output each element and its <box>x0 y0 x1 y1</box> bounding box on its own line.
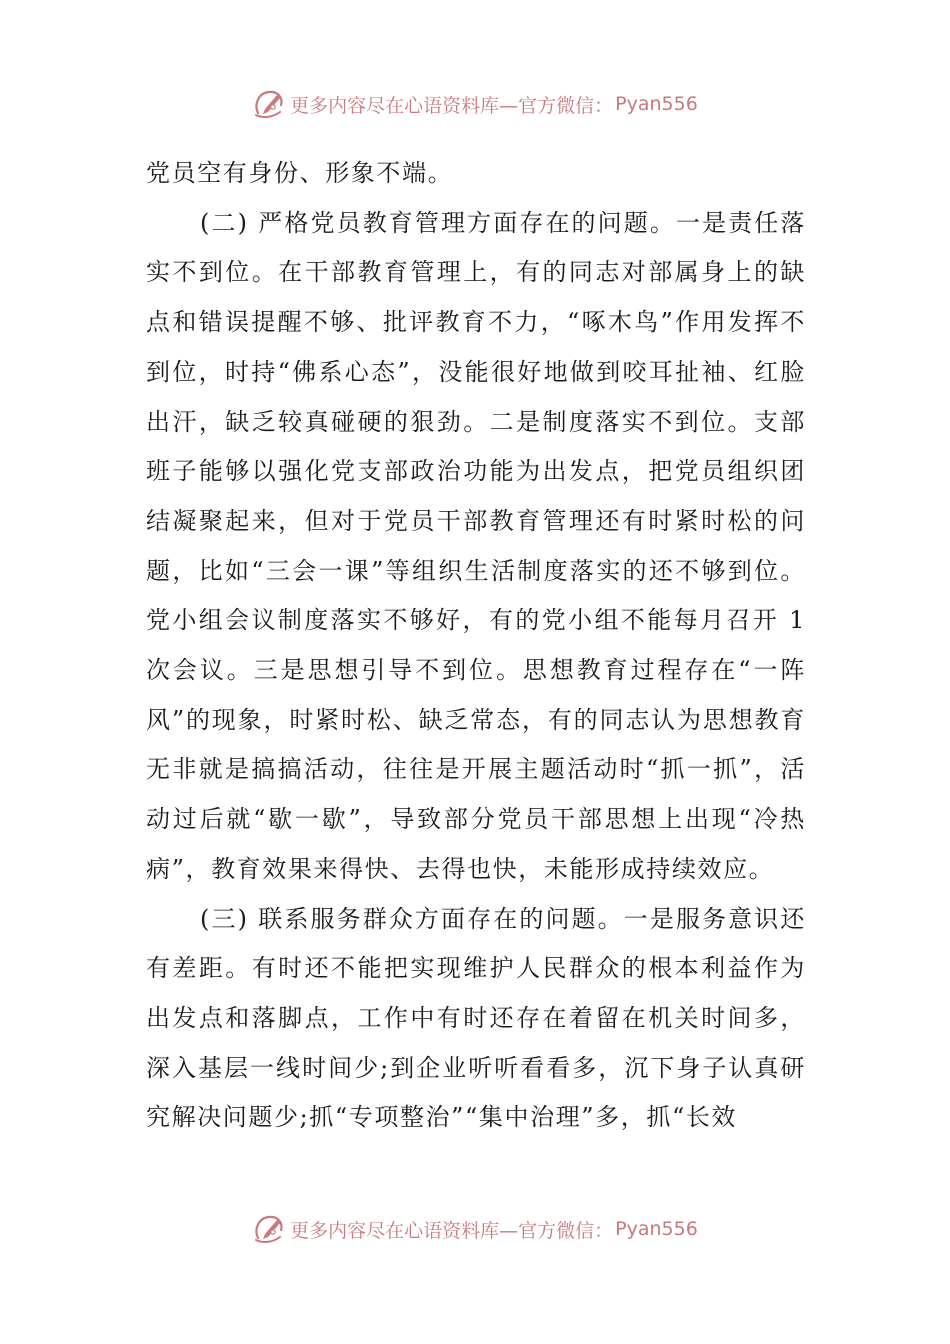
watermark-header <box>0 86 950 122</box>
watermark-handle: Pyan556 <box>615 93 698 115</box>
paragraph-section-two: (二) 严格党员教育管理方面存在的问题。一是责任落实不到位。在干部教育管理上，有的同志对部属身上的缺点和错误提醒不够、批评教育不力，“啄木鸟”作用发挥不到位，时持“佛系心态”，没能很好地做到咬耳扯袖、红脸出汗，缺乏较真碰硬的狠劲。二是制度落实不到位。支部班子能够以强化党支部政治功能为出发点，把党员组织团结凝聚起来，但对于党员干部教育管理还有时紧时松的问题，比如“三会一课”等组织生活制度落实的还不够到位。党小组会议制度落实不够好，有的党小组不能每月召开 1 次会议。三是思想引导不到位。思想教育过程存在“一阵风”的现象，时紧时松、缺乏常态，有的同志认为思想教育无非就是搞搞活动，往往是开展主题活动时“抓一抓”，活动过后就“歇一歇”，导致部分党员干部思想上出现“冷热病”，教育效果来得快、去得也快，未能形成持续效应。 <box>146 208 806 883</box>
watermark-text: 更多内容尽在心语资料库—官方微信： <box>290 1219 614 1242</box>
document-body <box>146 149 806 1143</box>
pen-circle-logo-icon <box>252 87 286 121</box>
paragraph-section-three: (三) 联系服务群众方面存在的问题。一是服务意识还有差距。有时还不能把实现维护人民群众的根本利益作为出发点和落脚点，工作中有时还存在着留在机关时间多，深入基层一线时间少;到企业听听看看多，沉下身子认真研究解决问题少;抓“专项整治”“集中治理”多，抓“长效 <box>146 904 806 1132</box>
watermark-footer <box>0 1211 950 1247</box>
paragraph-continuation: 党员空有身份、形象不端。 <box>146 159 454 187</box>
watermark-text: 更多内容尽在心语资料库—官方微信： <box>290 94 614 117</box>
pen-circle-logo-icon <box>252 1212 286 1246</box>
watermark-handle: Pyan556 <box>615 1218 698 1240</box>
